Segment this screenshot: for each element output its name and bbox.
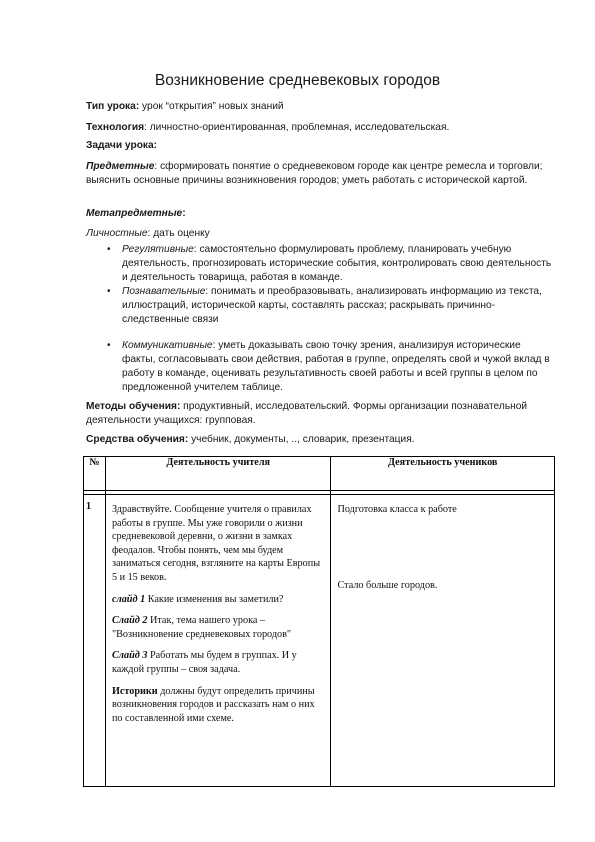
historians-note <box>112 685 327 726</box>
subject-goals <box>86 160 556 188</box>
students-activity <box>331 495 554 604</box>
slide-3-label: Слайд 3 <box>111 650 148 662</box>
slide-1-note <box>112 593 327 607</box>
header-number: № <box>84 457 106 491</box>
slide-2-note <box>112 614 327 641</box>
bullet-dot-icon: • <box>107 244 111 255</box>
students-prep: Подготовка класса к работе <box>337 504 457 515</box>
meta-colon: : <box>182 208 186 219</box>
methods-line <box>86 400 556 428</box>
teacher-activity <box>106 495 331 737</box>
personal-text: : дать оценку <box>147 228 210 239</box>
table-row <box>84 495 555 787</box>
lesson-type-label: Тип урока: <box>86 101 140 112</box>
page-title: Возникновение средневековых городов <box>154 72 441 89</box>
historians-text: должны будут определить причины возникновения городов и рассказать нам о них по составленной ими схеме. <box>111 685 315 724</box>
row-number: 1 <box>84 495 106 787</box>
bullet-dot-icon: • <box>107 340 111 351</box>
slide-3-text: Работать мы будем в группах. И у каждой группы – своя задача. <box>111 650 297 675</box>
bullet-text: : понимать и преобразовывать, анализировать информацию из текста, иллюстраций, исторической карты, составлять рассказ; раскрывать причинно-следственные связи <box>122 286 542 325</box>
means-label: Средства обучения: <box>86 434 189 445</box>
technology-line <box>86 121 556 135</box>
slide-2-text: Итак, тема нашего урока – "Возникновение средневековых городов" <box>111 615 292 640</box>
slide-1-label: слайд 1 <box>111 593 146 605</box>
slide-3-note <box>112 649 327 676</box>
bullet-label: Коммуникативные <box>122 340 213 351</box>
bullet-cognitive <box>107 285 554 327</box>
means-text: учебник, документы, .., словарик, презентация. <box>188 434 415 445</box>
bullet-regulative <box>107 243 554 285</box>
bullet-communicative <box>107 339 554 395</box>
bullet-label: Познавательные <box>122 286 206 297</box>
personal-line <box>86 227 556 241</box>
subject-text: : сформировать понятие о средневековом городе как центре ремесла и торговли; выяснить основные причины возникновения городов; уметь работать с исторической картой. <box>86 161 543 186</box>
students-cell <box>331 495 555 787</box>
means-line <box>86 433 556 447</box>
bullet-label: Регулятивные <box>122 244 194 255</box>
lesson-type-line <box>86 100 556 114</box>
tasks-heading: Задачи урока: <box>86 140 158 151</box>
methods-label: Методы обучения: <box>86 401 181 412</box>
subject-label: Предметные <box>86 161 155 172</box>
slide-2-label: Слайд 2 <box>111 615 148 627</box>
technology-label: Технология <box>86 122 145 133</box>
table-header-row <box>84 457 555 491</box>
teacher-cell <box>105 495 331 787</box>
meta-heading <box>86 207 556 221</box>
bullet-dot-icon: • <box>107 286 111 297</box>
header-teacher: Деятельность учителя <box>105 457 331 491</box>
personal-label: Личностные <box>86 228 148 239</box>
historians-label: Историки <box>111 685 158 697</box>
meta-bullet-list <box>107 243 554 395</box>
meta-label: Метапредметные <box>86 208 183 219</box>
lesson-table <box>83 456 555 787</box>
bullet-text: : уметь доказывать свою точку зрения, анализируя исторические факты, согласовывать свои действия, работая в группе, определять свой и чужой вклад в работу в команде, оценивать результативность своей работы и всей группы в целом по предложенной учителем таблице. <box>122 340 550 393</box>
bullet-text: : самостоятельно формулировать проблему, планировать учебную деятельность, прогнозировать исторические события, контролировать свою деятельность и деятельность товарища, работая в команде. <box>122 244 552 283</box>
header-students: Деятельность учеников <box>331 457 555 491</box>
teacher-intro: Здравствуйте. Сообщение учителя о правилах работы в группе. Мы уже говорили о жизни средневековой деревни, о жизни в замках феодалов. Чтобы понять, чем мы будем заниматься сегодня, взгляните на карты Европы 5 и 15 веков. <box>111 504 321 583</box>
slide-1-text: Какие изменения вы заметили? <box>145 593 284 605</box>
lesson-type-text: урок “открытия” новых знаний <box>139 101 284 112</box>
technology-text: : личностно-ориентированная, проблемная, исследовательская. <box>144 122 450 133</box>
students-answer: Стало больше городов. <box>337 579 438 591</box>
methods-text: продуктивный, исследовательский. Формы организации познавательной деятельности учащихся: групповая. <box>86 401 528 426</box>
